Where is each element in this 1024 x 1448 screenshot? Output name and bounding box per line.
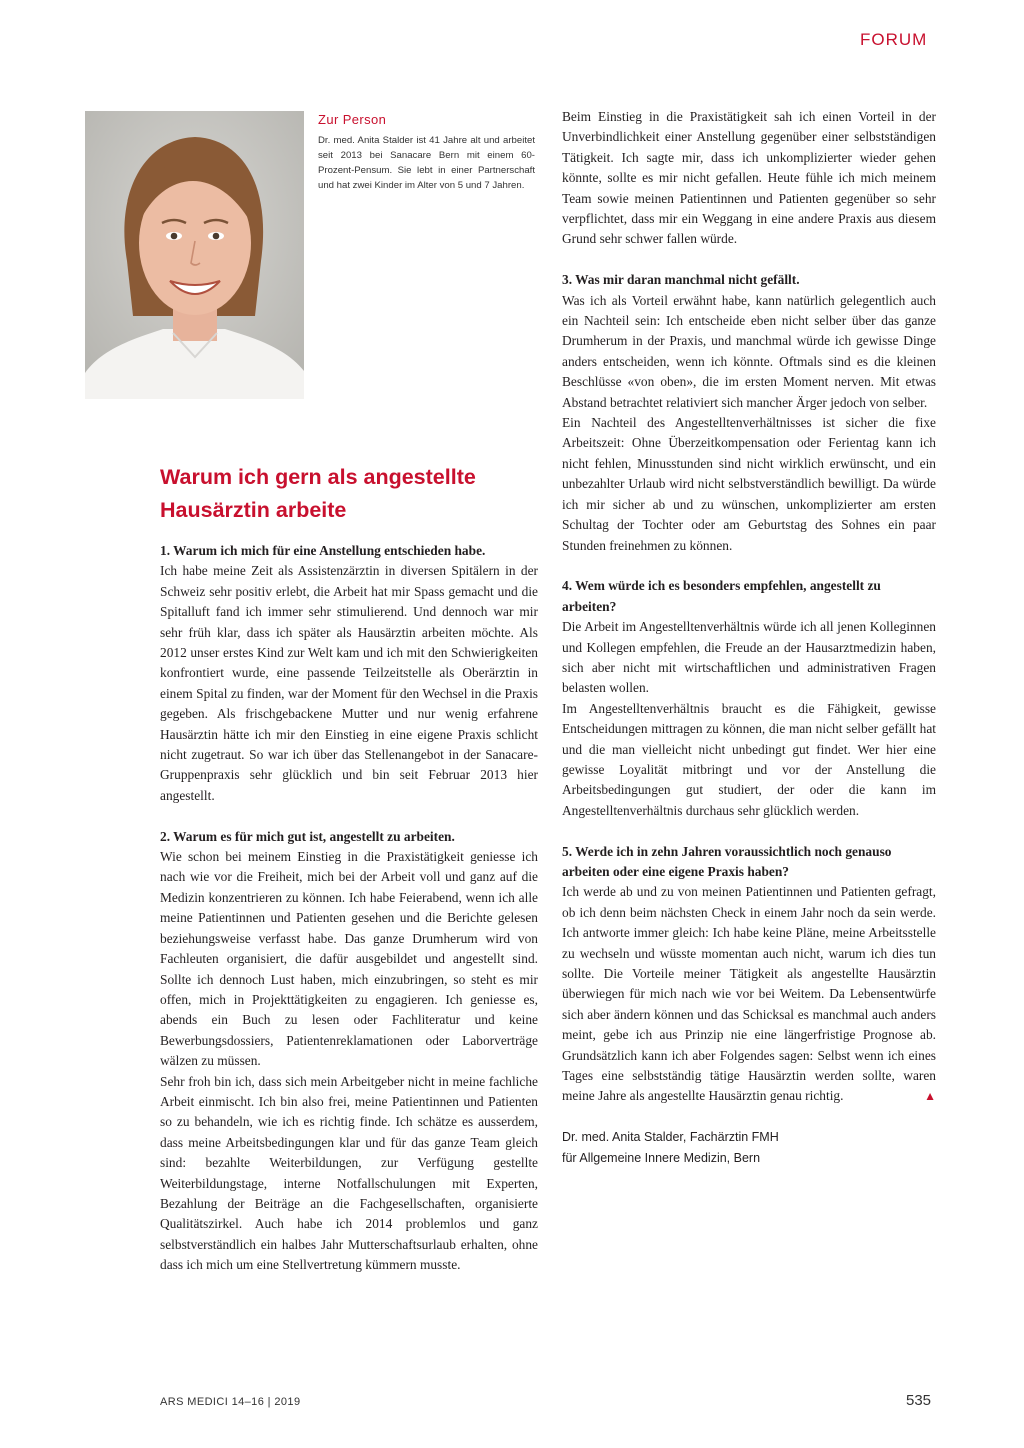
article-column-right [562,107,936,1168]
author-line-1: Dr. med. Anita Stalder, Fachärztin FMH [562,1130,779,1145]
page-number: 535 [906,1392,932,1409]
section-2-paragraph-3: Beim Einstieg in die Praxistätigkeit sah ich einen Vorteil in der Unverbindlichkeit einer Anstellung gegenüber einer selbstständigen Tätigkeit. Ich sagte mir, dass ich unkomplizierter wieder gehen könnte, sollte es mir nicht gefallen. Heute fühle ich mich meinem Team sowie meinen Patientinnen und Patienten gegenüber so sehr verpflichtet, dass mir ein Weggang in eine andere Praxis aus diesem Grund sehr schwer fallen würde. [562,109,936,247]
section-4-paragraph-1: Die Arbeit im Angestelltenverhältnis würde ich all jenen Kolleginnen und Kollegen empfehlen, die Freude an der Hausarztmedizin haben, sich aber nicht mit wirtschaftlichen und administrativen Fragen belasten wollen. [562,619,936,696]
profile-bio: Dr. med. Anita Stalder ist 41 Jahre alt und arbeitet seit 2013 bei Sanacare Bern mit einem 60-Prozent-Pensum. Sie lebt in einer Partnerschaft und hat zwei Kinder im Alter von 5 und 7 Jahren. [318,135,535,191]
portrait-photo [85,111,304,399]
section-label: FORUM [860,30,928,49]
section-5-text: Ich werde ab und zu von meinen Patientinnen und Patienten gefragt, ob ich denn beim nächsten Check in einem Jahr noch da sein werde. Ich antworte immer gleich: Ich habe keine Pläne, meine Arbeitsstelle zu wechseln und wüsste momentan auch nicht, warum ich dies tun sollte. Die Vorteile meiner Tätigkeit als angestellte Hausärztin überwiegen für mich nach wie vor bei Weitem. Da Lebensentwürfe sich aber ändern können und das Schicksal es manchmal auch anders meint, gebe ich aus Prinzip nie eine längerfristige Prognose ab. Grundsätzlich kann ich aber Folgendes sagen: Selbst wenn ich eines Tages eine selbstständig tätige Hausärztin werden sollte, waren meine Jahre als angestellte Hausärztin genau richtig. [562,884,936,1104]
section-4-paragraph-2: Im Angestelltenverhältnis braucht es die Fähigkeit, gewisse Entscheidungen mittragen zu können, die man nicht selber gefällt hat und die man vielleicht nicht unbedingt gut findet. Wer hier eine gewisse Loyalität mitbringt und vor der Anstellung die Arbeitsbedingungen gut studiert, der oder die kann im Angestelltenverhältnis durchaus sehr glücklich werden. [562,700,936,818]
section-3-paragraph-1: Was ich als Vorteil erwähnt habe, kann natürlich gelegentlich auch ein Nachteil sein: Ich entscheide eben nicht selber über das ganze Drumherum in der Praxis, und manchmal würde ich gewisse Dinge anders entscheiden, wenn ich könnte. Oftmals sind es die kleinen Beschlüsse «von oben», die im ersten Moment nerven. Mit etwas Abstand betrachtet relativiert sich mancher Ärger jedoch von selber. [562,292,936,410]
section-2-title: 2. Warum es für mich gut ist, angestellt zu arbeiten. [160,828,455,844]
section-2-paragraph-2: Sehr froh bin ich, dass sich mein Arbeitgeber nicht in meine fachliche Arbeit einmischt. Ich bin also frei, meine Patientinnen und Patienten so zu behandeln, wie ich es richtig finde. Ich schätze es ausserdem, dass meine Arbeitsbedingungen klar und für das ganze Team gleich sind: bezahlte Weiterbildungen, zur Verfügung gestellte Weiterbildungstage, interne Notfallschulungen mit Experten, Bezahlung der Beiträge an die Fachgesellschaften, organisierte Qualitätszirkel. Auch habe ich 2014 problemlos und ganz selbstverständlich ein halbes Jahr Mutterschaftsurlaub erhalten, ohne dass ich mich um eine Stellvertretung kümmern musste. [160,1073,538,1273]
section-4-title: 4. Wem würde ich es besonders empfehlen, angestellt zu arbeiten? [562,578,881,614]
publication-info: ARS MEDICI 14–16 | 2019 [160,1396,301,1408]
section-5-title: 5. Werde ich in zehn Jahren voraussichtlich noch genauso arbeiten oder eine eigene Praxis haben? [562,843,892,879]
section-1-title: 1. Warum ich mich für eine Anstellung entschieden habe. [160,543,486,558]
article-headline: Warum ich gern als angestellte Hausärztin arbeite [160,465,476,522]
section-3-title: 3. Was mir daran manchmal nicht gefällt. [562,272,800,288]
section-3-paragraph-2: Ein Nachteil des Angestelltenverhältnisses ist sicher die fixe Arbeitszeit: Ohne Überzeitkompensation oder Ferientag kann ich nicht fehlen, Minusstunden sind nicht wirklich erwünscht, und ein unbezahlter Urlaub wird nicht selbstverständlich bewilligt. Da würde ich mir sicher ab und zu wünschen, unkomplizierter am ersten Schultag der Tochter oder am Geburtstag des Sohnes ein paar Stunden freinehmen zu können. [562,415,936,553]
end-triangle-icon: ▲ [924,1089,936,1104]
section-2-paragraph-1: Wie schon bei meinem Einstieg in die Praxistätigkeit geniesse ich nach wie vor die Freiheit, mich bei der Arbeit voll und ganz auf die Medizin konzentrieren zu können. Ich habe Feierabend, wenn ich alle meine Patientinnen und Patienten gesehen und die Berichte gelesen beziehungsweise verfasst habe. Das ganze Drumherum wird von Fachleuten organisiert, die dafür ausgebildet und angestellt sind. Sollte ich dennoch Lust haben, mich einzubringen, so steht es mir offen, mich in Projekttätigkeiten zu engagieren. Ich geniesse es, abends ein Buch zu lesen oder Fachliteratur und keine Bewerbungsdossiers, Patientenreklamationen oder Laborverträge wälzen zu müssen. [160,849,538,1069]
section-5-paragraph [562,882,936,1106]
section-1-paragraph: Ich habe meine Zeit als Assistenzärztin in diversen Spitälern in der Schweiz sehr positiv erlebt, die Arbeit hat mir Spass gemacht und die Spitalluft fand ich immer sehr stimulierend. Und dennoch war mir sehr früh klar, dass ich später als Hausärztin arbeiten möchte. Als 2012 unser erstes Kind zur Welt kam und ich mit den Schwierigkeiten konfrontiert wurde, eine passende Teilzeitstelle als Oberärztin in einem Spital zu finden, war der Moment für den Wechsel in die Praxis gegeben. Als frischgebackene Mutter und nur wenig erfahrene Hausärztin hätte ich mir den Einstieg in eine eigene Praxis schlicht nicht zugetraut. So war ich über das Stellenangebot in der Sanacare-Gruppenpraxis sehr glücklich und bin seit Februar 2013 hier angestellt. [160,563,538,803]
article-column-left [160,541,538,1276]
profile-heading: Zur Person [318,112,387,127]
author-line-2: für Allgemeine Innere Medizin, Bern [562,1150,761,1165]
author-credit [562,1127,936,1168]
